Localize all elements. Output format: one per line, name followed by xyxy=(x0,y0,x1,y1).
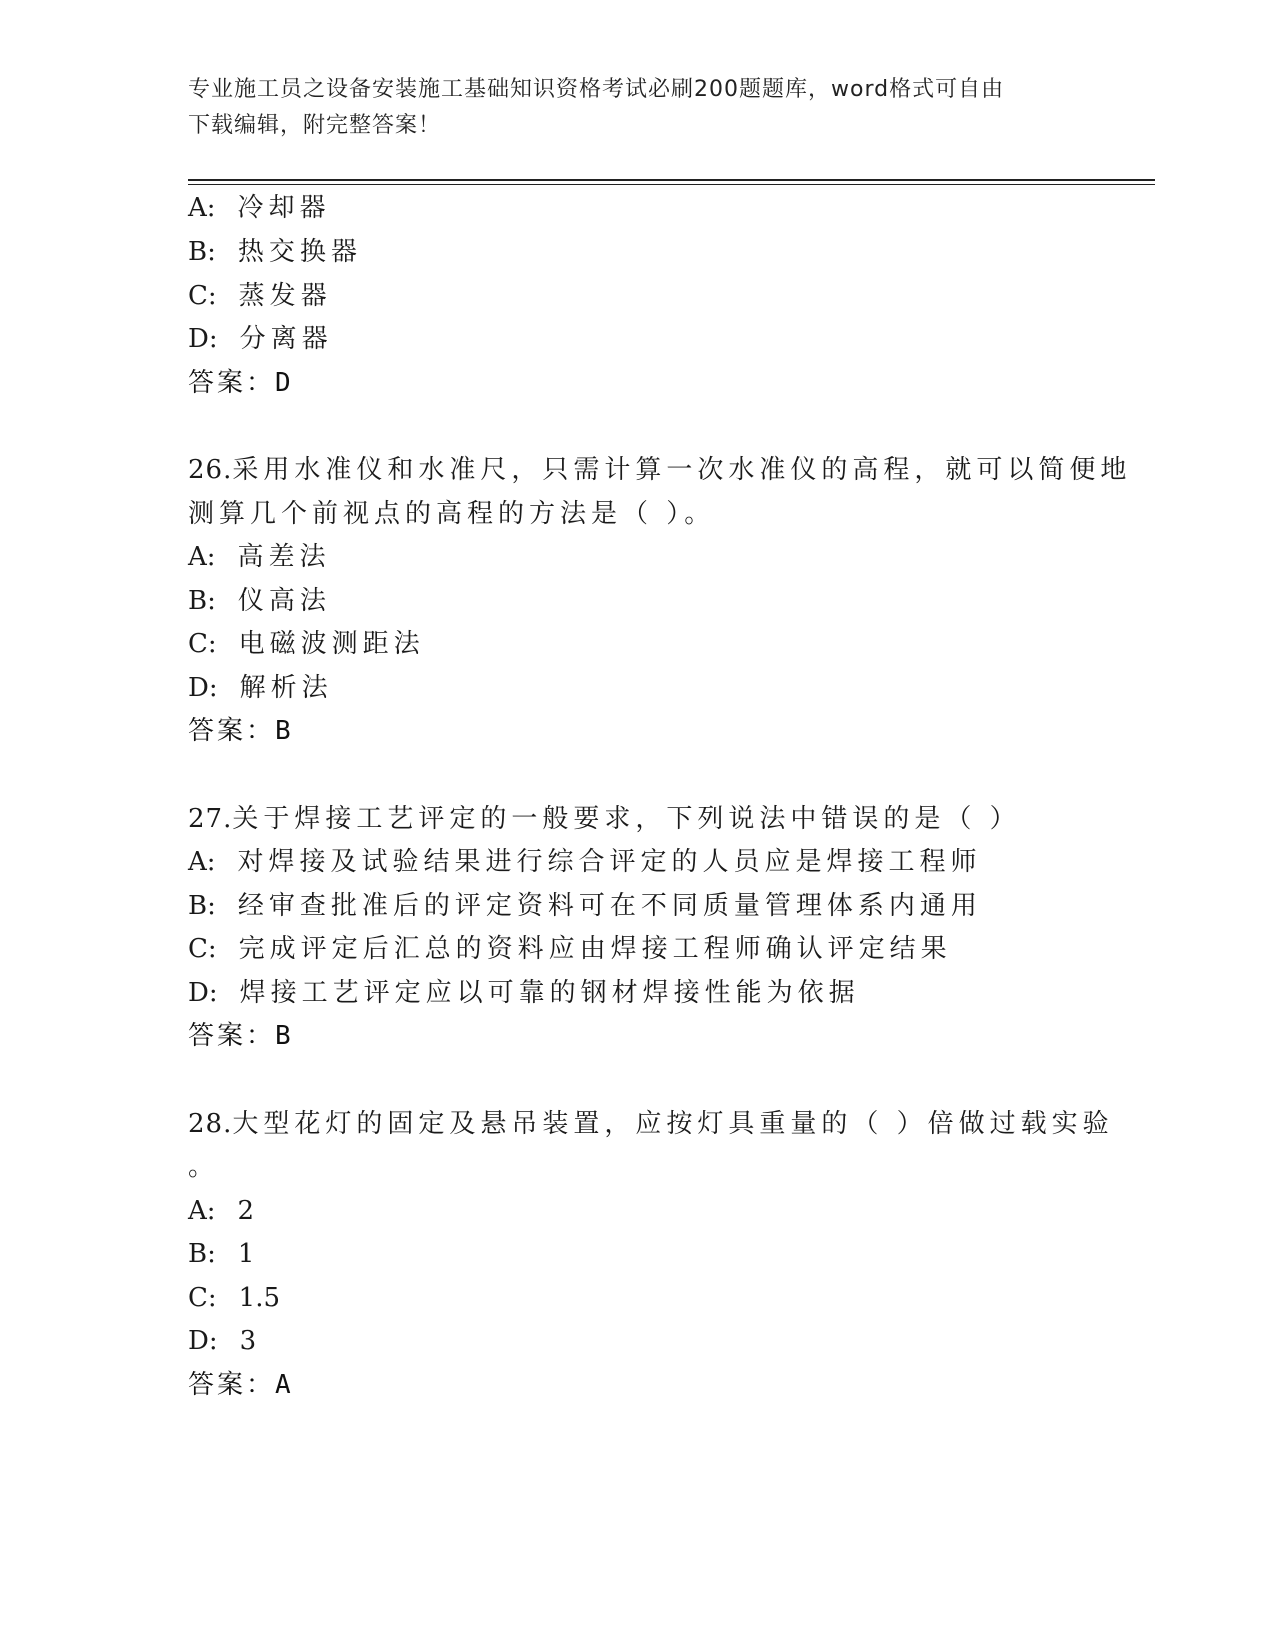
q28-stem-line-2: 。 xyxy=(188,1152,220,1182)
q26-option-d: D: 解析法 xyxy=(188,673,333,703)
q28-answer: 答案：A xyxy=(188,1370,291,1400)
header-line-2: 下载编辑，附完整答案！ xyxy=(188,113,442,138)
q28-option-b: B: 1 xyxy=(188,1239,255,1269)
q26-option-a: A: 高差法 xyxy=(188,542,331,572)
q28-option-c: C: 1.5 xyxy=(188,1283,281,1313)
q26-option-b: B: 仪高法 xyxy=(188,586,331,616)
header-divider-thick xyxy=(188,179,1155,181)
q27-option-d: D: 焊接工艺评定应以可靠的钢材焊接性能为依据 xyxy=(188,978,860,1008)
q25-option-a: A: 冷却器 xyxy=(188,193,331,223)
q27-option-a: A: 对焊接及试验结果进行综合评定的人员应是焊接工程师 xyxy=(188,847,982,877)
q26-stem-line-1: 26.采用水准仪和水准尺，只需计算一次水准仪的高程，就可以简便地 xyxy=(188,455,1132,485)
header-line-1: 专业施工员之设备安装施工基础知识资格考试必刷200题题库，word格式可自由 xyxy=(188,77,1005,102)
q26-option-c: C: 电磁波测距法 xyxy=(188,629,425,659)
q26-stem-line-2: 测算几个前视点的高程的方法是（ ）。 xyxy=(188,499,716,529)
q25-option-b: B: 热交换器 xyxy=(188,237,362,267)
header-divider-thin xyxy=(188,184,1155,185)
q27-option-b: B: 经审查批准后的评定资料可在不同质量管理体系内通用 xyxy=(188,891,982,921)
q27-option-c: C: 完成评定后汇总的资料应由焊接工程师确认评定结果 xyxy=(188,934,952,964)
q28-option-d: D: 3 xyxy=(188,1326,257,1356)
q26-answer: 答案：B xyxy=(188,716,291,746)
q25-answer: 答案：D xyxy=(188,368,291,398)
document-header xyxy=(188,72,1088,144)
q25-option-d: D: 分离器 xyxy=(188,324,333,354)
q28-option-a: A: 2 xyxy=(188,1196,255,1226)
q27-answer: 答案：B xyxy=(188,1021,291,1051)
q28-stem-line-1: 28.大型花灯的固定及悬吊装置，应按灯具重量的（ ）倍做过载实验 xyxy=(188,1109,1114,1139)
q25-option-c: C: 蒸发器 xyxy=(188,281,332,311)
q27-stem-line-1: 27.关于焊接工艺评定的一般要求，下列说法中错误的是（ ） xyxy=(188,804,1021,834)
